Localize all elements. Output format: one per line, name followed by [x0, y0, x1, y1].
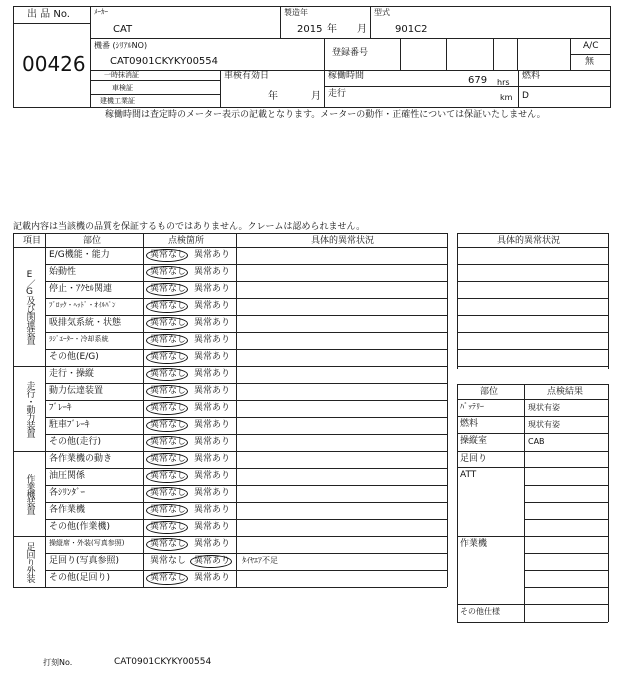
grid-line [457, 604, 608, 605]
serial-value: CAT0901CKYKY00554 [110, 56, 219, 67]
check-ok-option: 異常なし [150, 488, 187, 498]
grid-line [457, 233, 608, 234]
grid-line [45, 502, 447, 503]
check-ng-option: 異常あり [194, 539, 231, 549]
hours-unit: hrs [497, 78, 510, 87]
year-label: 製造年 [284, 8, 308, 17]
serial-label: 機番 (ｼﾘｱﾙNO) [94, 41, 148, 50]
check-ng-option: 異常あり [194, 369, 231, 379]
check-ng-option: 異常あり [194, 386, 231, 396]
grid-line [45, 485, 447, 486]
check-ok-option: 異常なし [150, 522, 187, 532]
lot-no-value: 00426 [22, 52, 86, 76]
grid-line [457, 399, 608, 400]
ac-label: A/C [583, 41, 599, 51]
km-unit: km [500, 93, 513, 102]
grid-line [45, 400, 447, 401]
grid-line [45, 434, 447, 435]
check-circle-mark [146, 572, 188, 585]
check-ok-option: 異常なし [150, 539, 187, 549]
part-label: ﾗｼﾞｴｰﾀｰ・冷却系統 [49, 335, 109, 343]
check-ok-option: 異常なし [150, 420, 187, 430]
registration-label: 登録番号 [332, 48, 369, 58]
check-ok-option: 異常なし [150, 556, 187, 566]
grid-line [45, 264, 447, 265]
check-ok-option: 異常なし [150, 250, 187, 260]
right-result-header: 点検結果 [547, 387, 584, 397]
right-part-header: 部位 [480, 387, 499, 397]
check-ng-option: 異常あり [194, 556, 231, 566]
grid-line [524, 570, 608, 571]
grid-line [13, 366, 447, 367]
check-circle-mark [146, 402, 188, 415]
grid-line [457, 366, 608, 367]
grid-line [13, 451, 447, 452]
check-circle-mark [146, 249, 188, 262]
grid-line [457, 451, 608, 452]
grid-line [45, 315, 447, 316]
grid-line [13, 587, 447, 588]
check-ok-option: 異常なし [150, 386, 187, 396]
model-value: 901C2 [395, 24, 428, 35]
check-circle-mark [146, 368, 188, 381]
grid-line [524, 553, 608, 554]
part-label: 各ｼﾘﾝﾀﾞｰ [49, 488, 86, 498]
grid-line [457, 281, 608, 282]
right-detail-header: 具体的異常状況 [497, 236, 561, 246]
part-label: ﾌﾞﾛｯｸ・ﾍｯﾄﾞ・ｵｲﾙﾊﾟﾝ [49, 301, 116, 309]
result-part-label: 操縦室 [460, 436, 488, 446]
check-circle-mark [146, 453, 188, 466]
grid-line [457, 384, 458, 622]
part-label: E/G機能・能力 [49, 250, 110, 260]
result-part-label: 足回り [460, 454, 488, 464]
grid-line [457, 247, 608, 248]
group-title: 走行・動力装置 [24, 380, 35, 437]
column-part-header: 部位 [83, 236, 102, 246]
check-circle-mark [146, 300, 188, 313]
result-value: 現状有姿 [528, 420, 560, 429]
grid-line [457, 467, 608, 468]
check-ok-option: 異常なし [150, 437, 187, 447]
grid-line [457, 233, 458, 369]
check-ng-option: 異常あり [194, 573, 231, 583]
travel-label: 走行 [328, 89, 347, 99]
check-ok-option: 異常なし [150, 335, 187, 345]
grid-line [524, 587, 608, 588]
column-check-header: 点検箇所 [168, 236, 205, 246]
check-ng-option: 異常あり [194, 488, 231, 498]
grid-line [457, 433, 608, 434]
grid-line [524, 502, 608, 503]
result-value: 現状有姿 [528, 403, 560, 412]
grid-line [45, 349, 447, 350]
quality-note: 記載内容は当該機の品質を保証するものではありません。クレームは認められません。 [13, 222, 366, 232]
year-unit: 年 [327, 24, 337, 35]
check-circle-mark [146, 385, 188, 398]
grid-line [45, 553, 447, 554]
grid-line [457, 536, 608, 537]
grid-line [236, 233, 237, 587]
part-label: 各作業機 [49, 505, 86, 515]
maker-value: CAT [113, 24, 133, 35]
grid-line [13, 233, 447, 234]
part-label: 動力伝達装置 [49, 386, 104, 396]
grid-line [45, 519, 447, 520]
part-label: 始動性 [49, 267, 77, 277]
fuel-label: 燃料 [522, 71, 541, 81]
grid-line [143, 233, 144, 587]
check-ok-option: 異常なし [150, 267, 187, 277]
grid-line [457, 264, 608, 265]
check-ok-option: 異常なし [150, 284, 187, 294]
grid-line [13, 536, 447, 537]
part-label: 走行・操縦 [49, 369, 95, 379]
check-ok-option: 異常なし [150, 318, 187, 328]
check-ok-option: 異常なし [150, 573, 187, 583]
grid-line [457, 332, 608, 333]
check-ng-option: 異常あり [194, 318, 231, 328]
grid-line [608, 233, 609, 369]
check-circle-mark [146, 419, 188, 432]
check-circle-mark [190, 555, 232, 568]
grid-line [45, 417, 447, 418]
part-label: 操縦席・外装(写真参照) [49, 539, 125, 547]
result-part-label: その他仕様 [460, 607, 500, 616]
stamp-no-label: 打刻No. [43, 658, 73, 667]
lot-no-label: 出 品 No. [27, 9, 70, 20]
check-circle-mark [146, 334, 188, 347]
check-ng-option: 異常あり [194, 437, 231, 447]
group-title: E／G及び関連装置 [24, 269, 35, 344]
check-ng-option: 異常あり [194, 471, 231, 481]
part-label: 油圧関係 [49, 471, 86, 481]
part-label: その他(作業機) [49, 522, 111, 532]
grid-line [457, 315, 608, 316]
check-ok-option: 異常なし [150, 301, 187, 311]
check-ng-option: 異常あり [194, 454, 231, 464]
year-value: 2015 [297, 24, 323, 35]
check-ng-option: 異常あり [194, 301, 231, 311]
check-ok-option: 異常なし [150, 471, 187, 481]
grid-line [45, 383, 447, 384]
part-label: その他(E/G) [49, 352, 99, 362]
check-circle-mark [146, 521, 188, 534]
check-ng-option: 異常あり [194, 420, 231, 430]
vehicle-cert-label: 車検証 [112, 84, 133, 92]
check-ok-option: 異常なし [150, 369, 187, 379]
grid-line [45, 298, 447, 299]
result-value: CAB [528, 437, 545, 446]
check-ng-option: 異常あり [194, 267, 231, 277]
check-ok-option: 異常なし [150, 505, 187, 515]
special-cert-label: 建機工業証 [100, 97, 135, 105]
part-label: 各作業機の動き [49, 454, 113, 464]
maker-label: ﾒｰｶｰ [94, 8, 108, 16]
check-circle-mark [146, 283, 188, 296]
check-circle-mark [146, 317, 188, 330]
check-ok-option: 異常なし [150, 454, 187, 464]
grid-line [45, 468, 447, 469]
fuel-value: D [522, 91, 529, 101]
part-label: 停止・ｱｸｾﾙ関連 [49, 284, 113, 294]
check-ng-option: 異常あり [194, 522, 231, 532]
ac-value: 無 [585, 57, 595, 67]
grid-line [457, 622, 608, 623]
month-unit: 月 [357, 24, 367, 35]
check-ok-option: 異常なし [150, 352, 187, 362]
check-circle-mark [146, 504, 188, 517]
result-part-label: ATT [460, 470, 477, 480]
check-ng-option: 異常あり [194, 335, 231, 345]
column-detail-header: 具体的異常状況 [311, 236, 375, 246]
part-label: ﾌﾞﾚｰｷ [49, 403, 72, 413]
check-circle-mark [146, 436, 188, 449]
result-part-label: 作業機 [460, 539, 488, 549]
grid-line [457, 416, 608, 417]
stamp-no-value: CAT0901CKYKY00554 [114, 657, 212, 667]
grid-line [524, 485, 608, 486]
temp-plate-label: 一時抹消証 [104, 71, 139, 79]
check-circle-mark [146, 470, 188, 483]
abnormal-detail: ﾀｲﾔｴｱ不足 [242, 556, 278, 565]
check-circle-mark [146, 266, 188, 279]
hours-value: 679 [468, 75, 488, 86]
grid-line [457, 349, 608, 350]
model-label: 型式 [374, 8, 390, 17]
inspection-label: 車検有効日 [224, 71, 270, 81]
check-ng-option: 異常あり [194, 403, 231, 413]
result-part-label: 燃料 [460, 419, 479, 429]
inspection-year-unit: 年 [268, 91, 278, 102]
part-label: その他(足回り) [49, 573, 111, 583]
grid-line [45, 570, 447, 571]
column-item-header: 項目 [23, 236, 42, 246]
part-label: 吸排気系統・状態 [49, 318, 122, 328]
grid-line [45, 233, 46, 587]
result-part-label: ﾊﾞｯﾃﾘｰ [460, 402, 484, 411]
hours-note: 稼働時間は査定時のメーター表示の記載となります。メーターの動作・正確性については保証いたしません。 [105, 110, 546, 120]
check-ng-option: 異常あり [194, 505, 231, 515]
grid-line [13, 247, 447, 248]
check-ng-option: 異常あり [194, 352, 231, 362]
check-circle-mark [146, 487, 188, 500]
grid-line [608, 384, 609, 622]
part-label: 駐車ﾌﾞﾚｰｷ [49, 420, 90, 430]
hours-label: 稼働時間 [328, 71, 365, 81]
grid-line [457, 298, 608, 299]
grid-line [45, 332, 447, 333]
part-label: 足回り(写真参照) [49, 556, 120, 566]
group-title: 足回り外装 [24, 541, 35, 582]
part-label: その他(走行) [49, 437, 102, 447]
check-ok-option: 異常なし [150, 403, 187, 413]
check-circle-mark [146, 538, 188, 551]
grid-line [447, 233, 448, 587]
grid-line [524, 519, 608, 520]
check-ng-option: 異常あり [194, 250, 231, 260]
group-title: 作業機装置 [24, 473, 35, 514]
inspection-month-unit: 月 [311, 91, 321, 102]
grid-line [45, 281, 447, 282]
grid-line [457, 384, 608, 385]
check-ng-option: 異常あり [194, 284, 231, 294]
check-circle-mark [146, 351, 188, 364]
